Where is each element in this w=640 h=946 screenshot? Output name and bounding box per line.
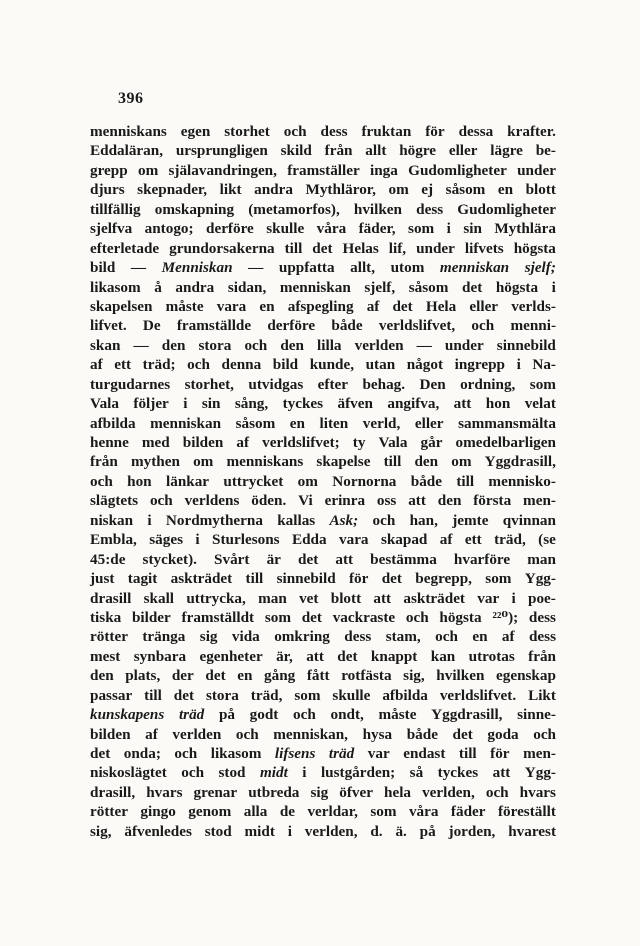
text-line: den plats, der det en gång fått rotfästa sig, hvilken egenskap bbox=[90, 667, 556, 685]
text-line: skapelsen måste vara en afspegling af det Hela eller verlds- bbox=[90, 297, 556, 315]
text-line: rötter gingo genom alla de verldar, som våra fäder föreställt bbox=[90, 803, 556, 821]
text-line: efterletade grundorsakerna till det Helas lif, under lifvets högsta bbox=[90, 239, 556, 257]
text-line: tillfällig omskapning (metamorfos), hvilken dess Gudomligheter bbox=[90, 200, 556, 218]
text-line: passar till det stora träd, som skulle afbilda verldslifvet. Likt bbox=[90, 686, 556, 704]
text-line: 45:de stycket). Svårt är det att bestämma hvarföre man bbox=[90, 550, 556, 568]
text-line: djurs skepnader, likt andra Mythläror, om ej såsom en blott bbox=[90, 181, 556, 199]
text-line: just tagit askträdet till sinnebild för det begrepp, som Ygg- bbox=[90, 570, 556, 588]
text-line: bild — Menniskan — uppfatta allt, utom menniskan sjelf; bbox=[90, 259, 556, 277]
text-line: mest synbara egenheter är, att det knappt kan utrotas från bbox=[90, 647, 556, 665]
text-line: henne med bilden af verldslifvet; ty Vala går omedelbarligen bbox=[90, 434, 556, 451]
text-line: Eddaläran, ursprungligen skild från allt högre eller lägre be- bbox=[90, 142, 556, 160]
text-line: likasom å andra sidan, menniskan sjelf, såsom det högsta i bbox=[90, 278, 556, 296]
page-number: 396 bbox=[118, 90, 144, 107]
text-line: niskan i Nordmytherna kallas Ask; och han, jemte qvinnan bbox=[90, 511, 556, 529]
text-line: skan — den stora och den lilla verlden — under sinnebild bbox=[90, 336, 556, 354]
text-line: tiska bilder framställdt som det vackraste och högsta ²²⁰); dess bbox=[90, 608, 556, 626]
text-line: och hon länkar uttrycket om Nornorna både till mennisko- bbox=[90, 472, 556, 490]
text-line: det onda; och likasom lifsens träd var endast till för men- bbox=[90, 745, 556, 762]
text-line: lifvet. De framställde derföre både verldslifvet, och menni- bbox=[90, 317, 556, 335]
text-line: kunskapens träd på godt och ondt, måste Yggdrasill, sinne- bbox=[90, 706, 556, 724]
text-line: afbilda menniskan såsom en liten verld, eller sammansmälta bbox=[90, 414, 556, 432]
body-text bbox=[90, 122, 556, 841]
text-line: menniskans egen storhet och dess fruktan för dessa krafter. bbox=[90, 123, 556, 140]
text-line: från mythen om menniskans skapelse till den om Yggdrasill, bbox=[90, 453, 556, 471]
text-line: sjelfva antogo; derföre skulle våra fäder, som i sin Mythlära bbox=[90, 220, 556, 238]
text-line: Embla, säges i Sturlesons Edda vara skapad af ett träd, (se bbox=[90, 531, 556, 549]
text-line: af ett träd; och denna bild kunde, utan något ingrepp i Na- bbox=[90, 356, 556, 374]
text-line: drasill skall uttrycka, man vet blott att askträdet var i poe- bbox=[90, 589, 556, 607]
text-line: turgudarnes storhet, utvidgas efter behag. Den ordning, som bbox=[90, 375, 556, 393]
text-line: niskoslägtet och stod midt i lustgården; så tyckes att Ygg- bbox=[90, 764, 556, 782]
text-line: rötter tränga sig vida omkring dess stam, och en af dess bbox=[90, 628, 556, 646]
text-line: slägtets och verldens öden. Vi erinra oss att den första men- bbox=[90, 492, 556, 510]
text-line: Vala följer i sin sång, tyckes äfven angifva, att hon velat bbox=[90, 395, 556, 413]
text-line: bilden af verlden och menniskan, hysa både det goda och bbox=[90, 725, 556, 743]
text-line: grepp om själavandringen, framställer inga Gudomligheter under bbox=[90, 161, 556, 179]
text-line: drasill, hvars grenar utbreda sig öfver hela verlden, och hvars bbox=[90, 783, 556, 801]
text-line: sig, äfvenledes stod midt i verlden, d. ä. på jorden, hvarest bbox=[90, 822, 556, 840]
